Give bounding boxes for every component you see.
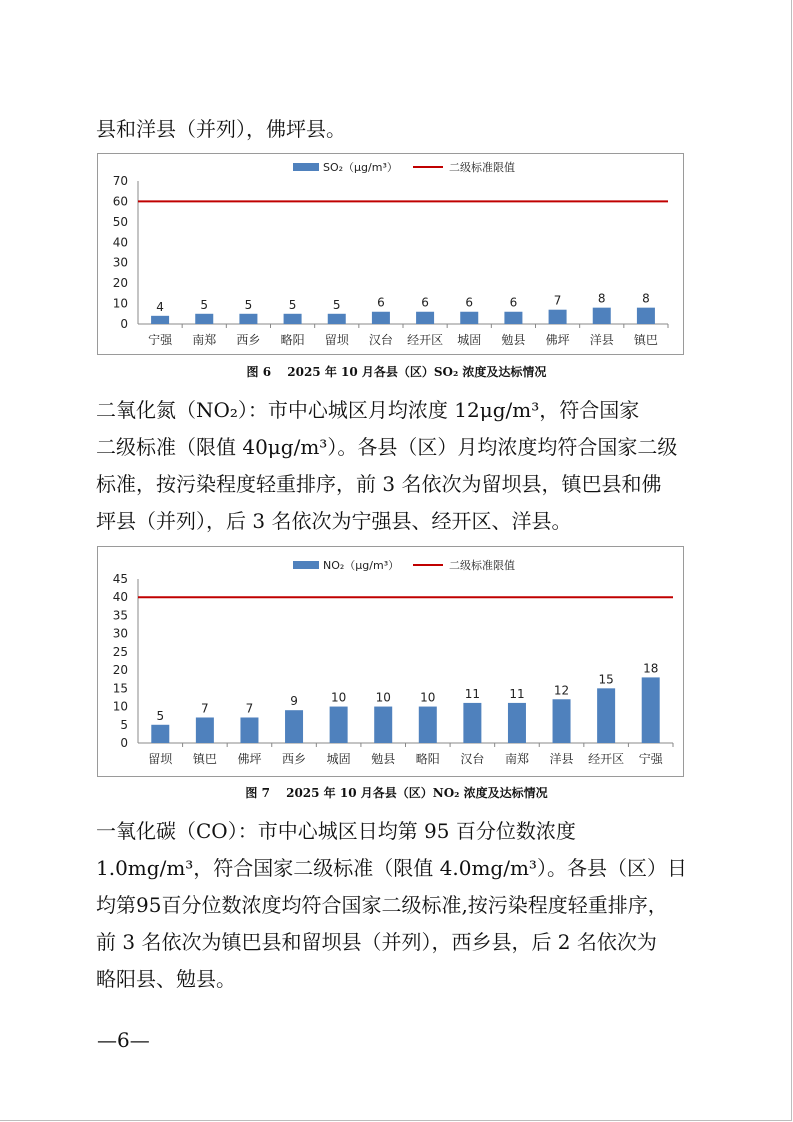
chart-no2-svg <box>98 547 683 776</box>
bar <box>416 312 434 324</box>
text-line: 标准，按污染程度轻重排序，前 3 名依次为留坝县，镇巴县和佛 <box>96 472 662 496</box>
data-label: 5 <box>288 297 297 312</box>
legend-series-swatch <box>293 561 319 569</box>
x-tick-label: 汉台 <box>460 752 485 766</box>
text-line: 一氧化碳（CO）：市中心城区日均第 95 百分位数浓度 <box>96 819 576 843</box>
bar <box>549 310 567 324</box>
data-label: 11 <box>509 686 525 701</box>
bar <box>285 710 303 743</box>
y-tick-label: 5 <box>120 717 128 732</box>
x-tick-label: 佛坪 <box>545 333 570 347</box>
y-tick-label: 30 <box>112 255 128 270</box>
data-label: 18 <box>643 661 659 676</box>
bar <box>637 308 655 324</box>
data-label: 7 <box>201 701 209 716</box>
x-tick-label: 宁强 <box>638 752 663 766</box>
data-label: 11 <box>464 686 481 701</box>
y-tick-label: 20 <box>112 663 128 678</box>
legend-series-label: NO₂（μg/m³） <box>323 559 400 572</box>
data-label: 6 <box>377 295 385 310</box>
y-tick-label: 35 <box>112 608 128 623</box>
paragraph-co <box>96 813 701 998</box>
y-tick-label: 60 <box>112 194 128 209</box>
x-tick-label: 镇巴 <box>633 333 658 347</box>
bar <box>240 717 258 743</box>
bar <box>419 707 437 743</box>
data-label: 8 <box>642 291 650 306</box>
data-label: 7 <box>553 293 562 308</box>
x-tick-label: 宁强 <box>148 333 173 347</box>
x-tick-label: 留坝 <box>324 333 349 347</box>
y-tick-label: 50 <box>112 214 128 229</box>
y-tick-label: 70 <box>112 174 128 188</box>
x-tick-label: 洋县 <box>589 333 614 347</box>
y-tick-label: 15 <box>112 681 128 696</box>
chart-no2 <box>97 546 684 777</box>
x-tick-label: 镇巴 <box>192 752 217 766</box>
x-tick-label: 城固 <box>326 752 351 766</box>
bar <box>642 677 660 743</box>
bar <box>330 707 348 743</box>
data-label: 10 <box>330 690 347 705</box>
y-tick-label: 25 <box>112 644 128 659</box>
data-label: 9 <box>290 694 298 709</box>
bar <box>374 707 392 743</box>
data-label: 6 <box>465 295 474 310</box>
y-tick-label: 10 <box>112 296 128 311</box>
x-tick-label: 勉县 <box>501 333 526 347</box>
figure-7-caption: 图 7 2025 年 10 月各县（区）NO₂ 浓度及达标情况 <box>245 786 548 800</box>
text-line: 均第95百分位数浓度均符合国家二级标准,按污染程度轻重排序， <box>96 893 668 917</box>
x-tick-label: 西乡 <box>282 752 307 766</box>
text-line: 二级标准（限值 40μg/m³）。各县（区）月均浓度均符合国家二级 <box>96 435 678 459</box>
data-label: 5 <box>200 297 209 312</box>
data-label: 10 <box>375 690 391 705</box>
text-line: 略阳县、勉县。 <box>96 967 236 991</box>
bar <box>553 699 571 743</box>
data-label: 8 <box>597 291 606 306</box>
x-tick-label: 勉县 <box>371 752 396 766</box>
text-line: 二氧化氮（NO₂）：市中心城区月均浓度 12μg/m³，符合国家 <box>96 398 640 422</box>
x-tick-label: 经开区 <box>588 752 625 766</box>
data-label: 6 <box>509 295 518 310</box>
x-tick-label: 西乡 <box>236 333 261 347</box>
bar <box>284 314 302 324</box>
data-label: 5 <box>156 708 165 723</box>
bar <box>151 725 169 743</box>
x-tick-label: 南郑 <box>504 752 529 766</box>
x-tick-label: 汉台 <box>368 333 393 347</box>
data-label: 12 <box>553 683 570 698</box>
bar <box>597 688 615 743</box>
paragraph-so2-end <box>96 111 701 148</box>
bar <box>196 717 214 743</box>
legend-limit-label: 二级标准限值 <box>449 161 515 174</box>
data-label: 15 <box>598 672 614 687</box>
x-tick-label: 略阳 <box>280 333 305 347</box>
legend-series-swatch <box>293 163 319 171</box>
y-tick-label: 45 <box>112 572 128 586</box>
x-tick-label: 留坝 <box>148 752 173 766</box>
chart-so2-svg <box>98 154 683 354</box>
legend-series-label: SO₂（μg/m³） <box>323 161 398 174</box>
legend-limit-label: 二级标准限值 <box>449 559 515 572</box>
text-line: 县和洋县（并列），佛坪县。 <box>96 117 346 141</box>
chart-so2 <box>97 153 684 355</box>
paragraph-no2 <box>96 392 701 540</box>
data-label: 10 <box>420 690 436 705</box>
x-tick-label: 经开区 <box>407 333 444 347</box>
page-number: —6— <box>97 1028 150 1052</box>
y-tick-label: 20 <box>112 276 128 291</box>
data-label: 5 <box>244 297 253 312</box>
y-tick-label: 10 <box>112 699 128 714</box>
data-label: 4 <box>156 299 164 314</box>
x-tick-label: 佛坪 <box>237 752 262 766</box>
y-tick-label: 40 <box>112 590 128 605</box>
bar <box>504 312 522 324</box>
bar <box>195 314 213 324</box>
data-label: 7 <box>245 701 254 716</box>
data-label: 5 <box>332 297 341 312</box>
bar <box>372 312 390 324</box>
x-tick-label: 城固 <box>457 333 482 347</box>
bar <box>463 703 481 743</box>
bar <box>328 314 346 324</box>
x-tick-label: 洋县 <box>549 752 574 766</box>
text-line: 前 3 名依次为镇巴县和留坝县（并列），西乡县，后 2 名依次为 <box>96 930 657 954</box>
y-tick-label: 0 <box>120 317 128 331</box>
bar <box>151 316 169 324</box>
y-tick-label: 40 <box>112 235 128 250</box>
bar <box>508 703 526 743</box>
x-tick-label: 南郑 <box>192 333 217 347</box>
bar <box>239 314 257 324</box>
bar <box>593 308 611 324</box>
bar <box>460 312 478 324</box>
x-tick-label: 略阳 <box>415 752 440 766</box>
y-tick-label: 30 <box>112 626 128 641</box>
data-label: 6 <box>421 295 429 310</box>
figure-6-caption: 图 6 2025 年 10 月各县（区）SO₂ 浓度及达标情况 <box>246 365 547 379</box>
text-line: 坪县（并列），后 3 名依次为宁强县、经开区、洋县。 <box>96 509 572 533</box>
text-line: 1.0mg/m³，符合国家二级标准（限值 4.0mg/m³）。各县（区）日 <box>96 856 687 880</box>
y-tick-label: 0 <box>120 736 128 750</box>
